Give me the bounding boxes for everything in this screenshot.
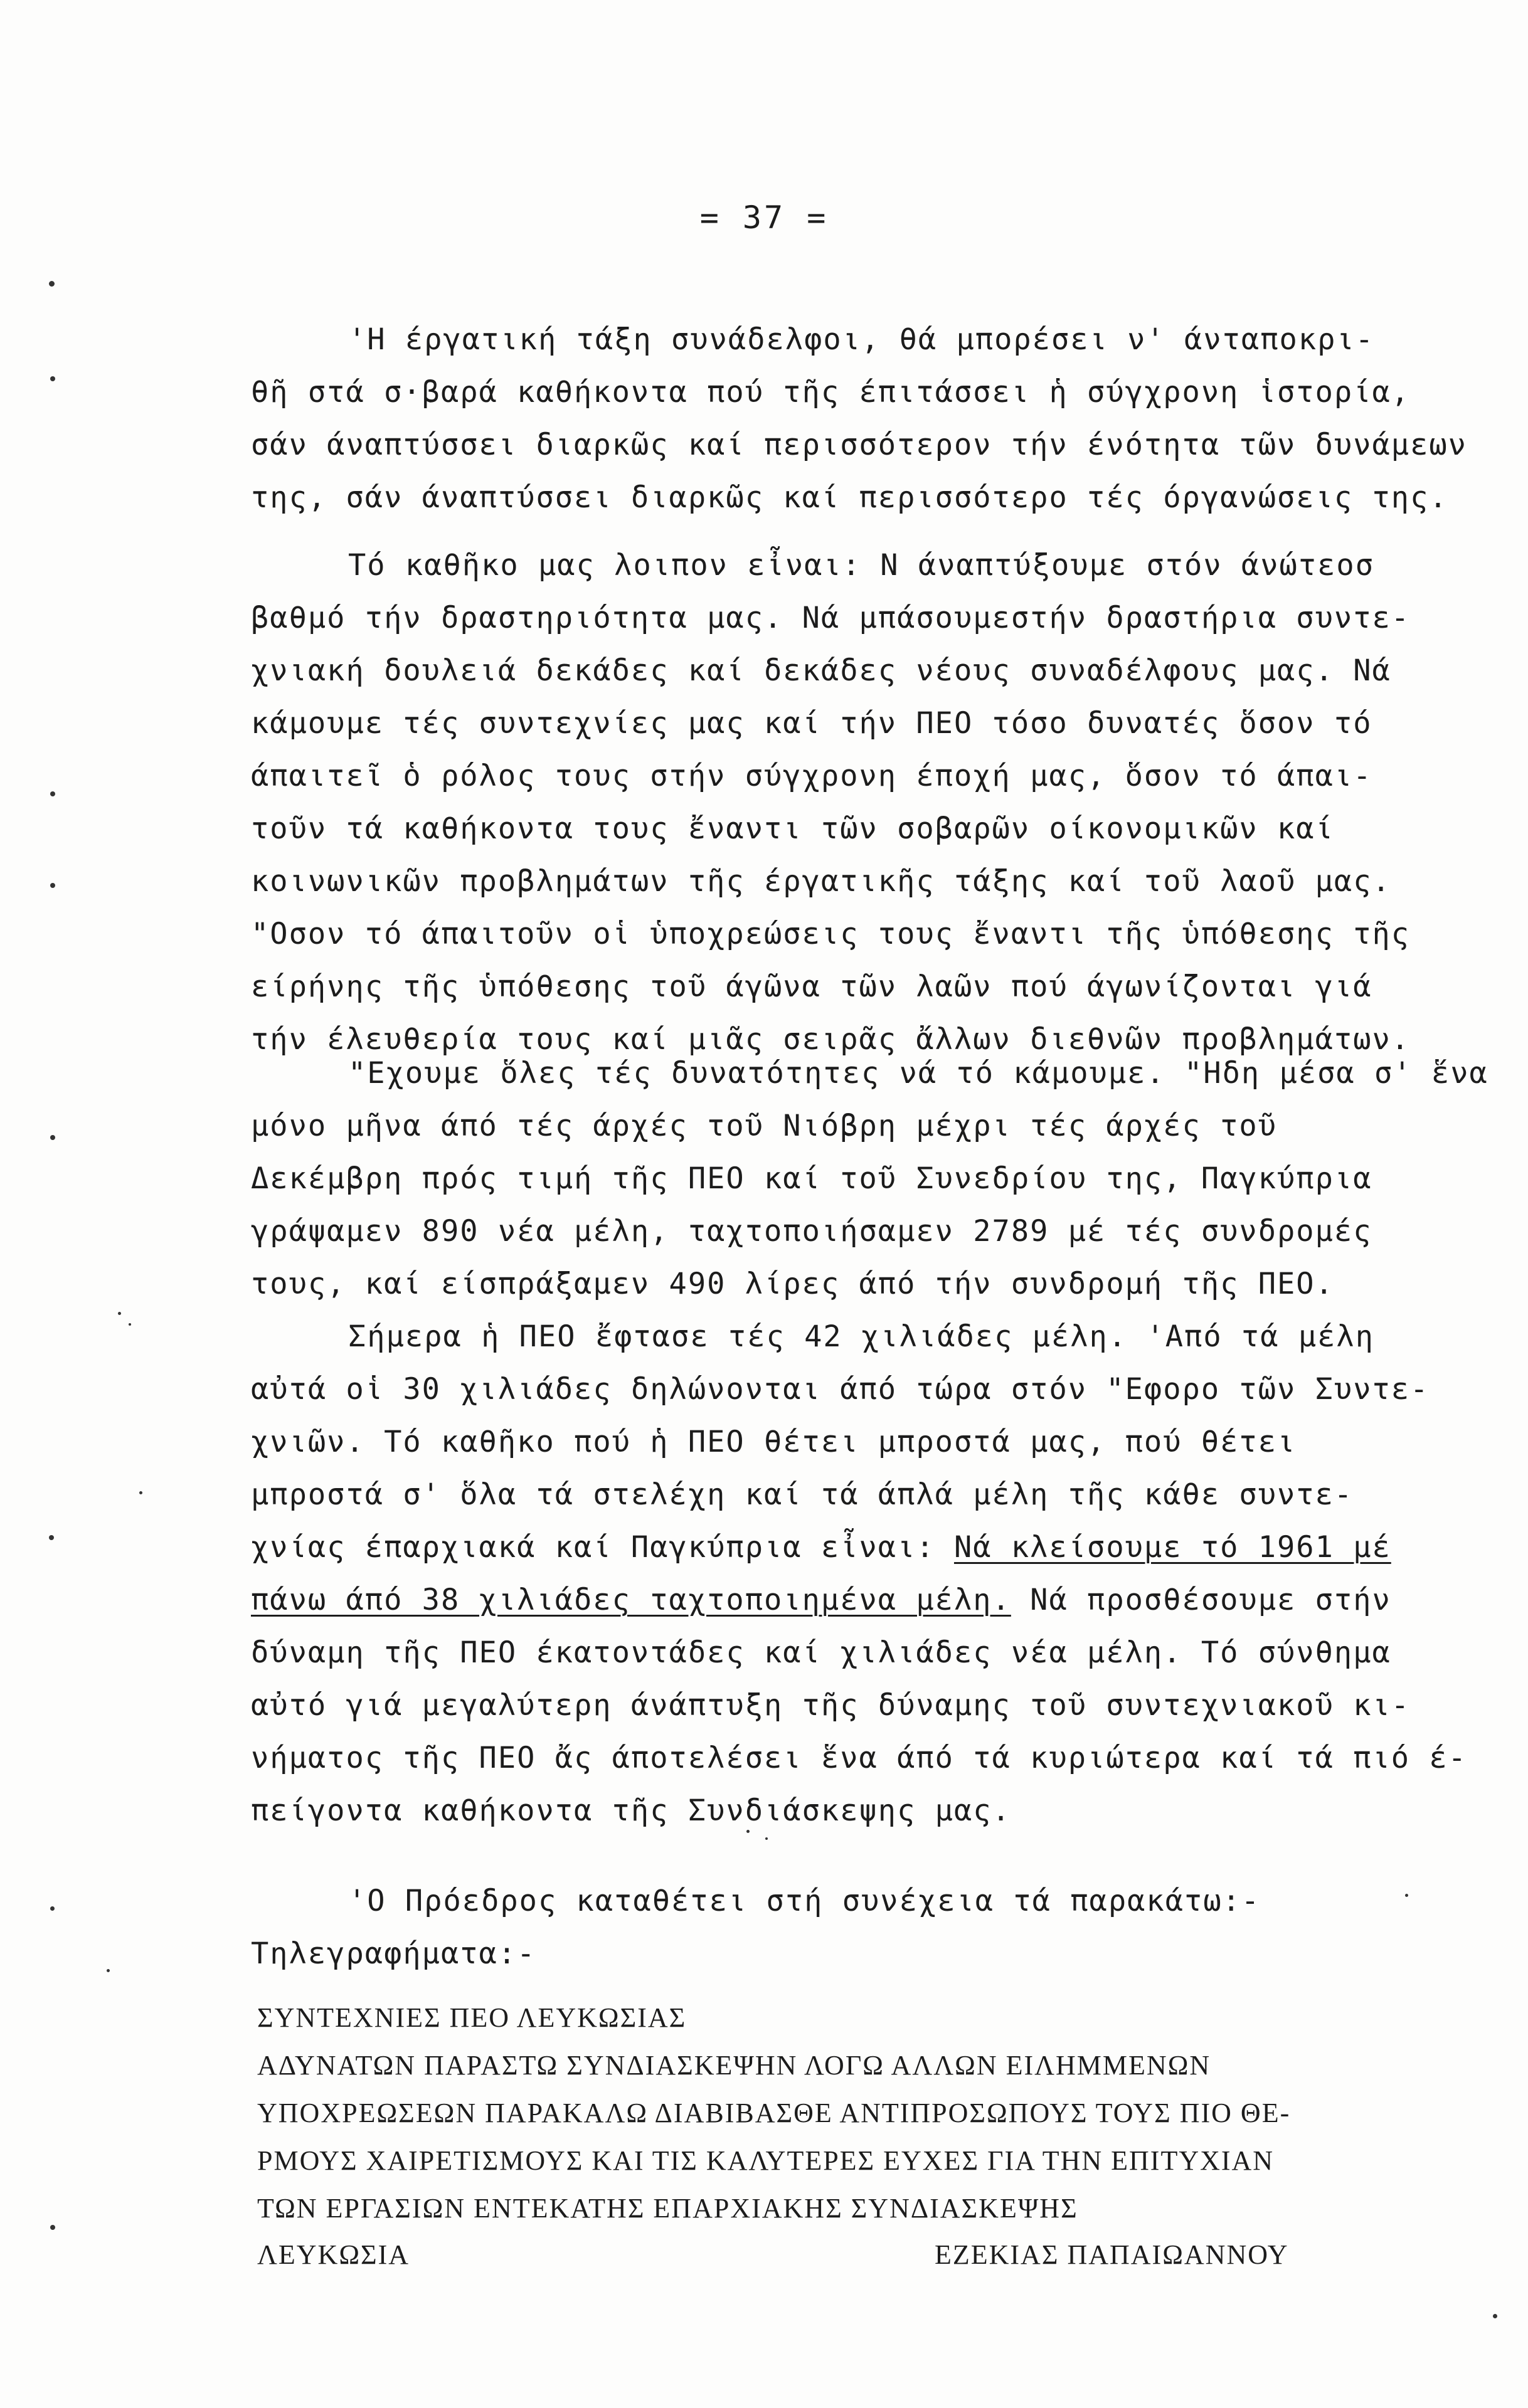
underlined-goal: Νά κλείσουμε τό 1961 μέ xyxy=(953,1530,1391,1565)
text-line: Τό καθῆκο μας λοιπον εἶναι: Ν άναπτύξουμε στόν άνώτεοσ xyxy=(348,548,1375,583)
telegram-block xyxy=(257,1994,1499,2232)
text-fragment: χνίας έπαρχιακά καί Παγκύπρια εἶναι: xyxy=(251,1530,954,1565)
text-fragment: Νά προσθέσουμε στήν xyxy=(1011,1583,1391,1617)
scan-speck xyxy=(49,281,55,287)
scan-speck xyxy=(50,791,55,796)
text-line: βαθμό τήν δραστηριότητα μας. Νά μπάσουμεστήν δραστήρια συντε- xyxy=(251,601,1411,635)
scan-speck xyxy=(50,2225,55,2230)
scan-speck xyxy=(50,376,55,381)
scan-speck xyxy=(765,1837,768,1840)
text-line: δύναμη τῆς ΠΕΟ έκατοντάδες καί χιλιάδες νέα μέλη. Τό σύνθημα xyxy=(251,1635,1391,1670)
text-line: "Εχουμε ὅλες τές δυνατότητες νά τό κάμουμε. "Ηδη μέσα σ' ἕνα xyxy=(348,1056,1488,1090)
underlined-goal: πάνω άπό 38 χιλιάδες ταχτοποιημένα μέλη. xyxy=(251,1583,1011,1617)
text-line xyxy=(251,1574,1493,1627)
paragraph-4 xyxy=(251,1311,1493,1837)
text-line: κάμουμε τές συντεχνίες μας καί τήν ΠΕΟ τόσο δυνατές ὅσον τό xyxy=(251,706,1372,741)
scan-speck xyxy=(49,1535,54,1540)
telegram-line: ΣΥΝΤΕΧΝΙΕΣ ΠΕΟ ΛΕΥΚΩΣΙΑΣ xyxy=(257,2002,687,2033)
telegram-line: ΑΔΥΝΑΤΩΝ ΠΑΡΑΣΤΩ ΣΥΝΔΙΑΣΚΕΨΗΝ ΛΟΓΩ ΑΛΛΩΝ ΕΙΛΗΜΜΕΝΩΝ xyxy=(257,2050,1211,2081)
text-line: άπαιτεῖ ὁ ρόλος τους στήν σύγχρονη έποχή μας, ὅσον τό άπαι- xyxy=(251,759,1372,793)
scan-speck xyxy=(118,1312,121,1315)
paragraph-3 xyxy=(251,1047,1493,1311)
paragraph-2 xyxy=(251,539,1493,1066)
text-line: τοῦν τά καθήκοντα τους ἔναντι τῶν σοβαρῶν οίκονομικῶν καί xyxy=(251,811,1334,846)
text-line: γράψαμεν 890 νέα μέλη, ταχτοποιήσαμεν 2789 μέ τές συνδρομές xyxy=(251,1214,1372,1249)
text-line: αὐτά οἱ 30 χιλιάδες δηλώνονται άπό τώρα στόν "Εφορο τῶν Συντε- xyxy=(251,1372,1430,1407)
scan-speck xyxy=(746,1830,750,1833)
text-line: Δεκέμβρη πρός τιμή τῆς ΠΕΟ καί τοῦ Συνεδρίου της, Παγκύπρια xyxy=(251,1161,1372,1196)
text-line: χνιακή δουλειά δεκάδες καί δεκάδες νέους συναδέλφους μας. Νά xyxy=(251,653,1391,688)
text-line: 'Ο Πρόεδρος καταθέτει στή συνέχεια τά παρακάτω:- xyxy=(348,1884,1261,1918)
scan-speck xyxy=(50,883,55,888)
scan-speck xyxy=(1405,1894,1408,1897)
telegram-signatory: ΕΖΕΚΙΑΣ ΠΑΠΑΙΩΑΝΝΟΥ xyxy=(935,2239,1289,2270)
text-line: θῆ στά σ·βαρά καθήκοντα πού τῆς έπιτάσσει ἡ σύγχρονη ἱστορία, xyxy=(251,375,1411,409)
text-line: νήματος τῆς ΠΕΟ ἄς άποτελέσει ἕνα άπό τά κυριώτερα καί τά πιό έ- xyxy=(251,1741,1467,1775)
paragraph-5 xyxy=(251,1875,1493,1980)
telegram-line: ΥΠΟΧΡΕΩΣΕΩΝ ΠΑΡΑΚΑΛΩ ΔΙΑΒΙΒΑΣΘΕ ΑΝΤΙΠΡΟΣΩΠΟΥΣ ΤΟΥΣ ΠΙΟ ΘΕ- xyxy=(257,2098,1291,2128)
text-line: χνιῶν. Τό καθῆκο πού ἡ ΠΕΟ θέτει μπροστά μας, πού θέτει xyxy=(251,1425,1297,1459)
text-line xyxy=(251,1521,1493,1574)
text-line: της, σάν άναπτύσσει διαρκῶς καί περισσότερο τές όργανώσεις της. xyxy=(251,480,1448,515)
text-line: 'Η έργατική τάξη συνάδελφοι, θά μπορέσει ν' άνταποκρι- xyxy=(348,322,1375,357)
scan-speck xyxy=(129,1323,131,1326)
paragraph-1 xyxy=(251,314,1493,524)
text-line: "Οσον τό άπαιτοῦν οἱ ὑποχρεώσεις τους ἔναντι τῆς ὑπόθεσης τῆς xyxy=(251,917,1411,951)
text-line: είρήνης τῆς ὑπόθεσης τοῦ άγῶνα τῶν λαῶν πού άγωνίζονται γιά xyxy=(251,969,1372,1004)
text-line: Σήμερα ἡ ΠΕΟ ἔφτασε τές 42 χιλιάδες μέλη. 'Από τά μέλη xyxy=(348,1319,1375,1354)
scan-speck xyxy=(50,1906,55,1911)
scan-speck xyxy=(50,1135,55,1140)
text-line: μόνο μῆνα άπό τές άρχές τοῦ Νιόβρη μέχρι τές άρχές τοῦ xyxy=(251,1109,1278,1143)
scan-speck xyxy=(107,1969,110,1972)
text-line: πείγοντα καθήκοντα τῆς Συνδιάσκεψης μας. xyxy=(251,1793,1011,1828)
scan-speck xyxy=(139,1491,142,1494)
page-number: = 37 = xyxy=(699,199,829,236)
telegram-line: ΡΜΟΥΣ ΧΑΙΡΕΤΙΣΜΟΥΣ ΚΑΙ ΤΙΣ ΚΑΛΥΤΕΡΕΣ ΕΥΧΕΣ ΓΙΑ ΤΗΝ ΕΠΙΤΥΧΙΑΝ xyxy=(257,2145,1275,2176)
scan-speck xyxy=(1493,2314,1497,2318)
text-line: σάν άναπτύσσει διαρκῶς καί περισσότερον τήν ένότητα τῶν δυνάμεων xyxy=(251,428,1467,462)
telegram-line: ΤΩΝ ΕΡΓΑΣΙΩΝ ΕΝΤΕΚΑΤΗΣ ΕΠΑΡΧΙΑΚΗΣ ΣΥΝΔΙΑΣΚΕΨΗΣ xyxy=(257,2193,1078,2224)
text-line: μπροστά σ' ὅλα τά στελέχη καί τά άπλά μέλη τῆς κάθε συντε- xyxy=(251,1477,1354,1512)
text-line: κοινωνικῶν προβλημάτων τῆς έργατικῆς τάξης καί τοῦ λαοῦ μας. xyxy=(251,864,1391,899)
telegram-place: ΛΕΥΚΩΣΙΑ xyxy=(257,2239,410,2270)
text-line: τους, καί είσπράξαμεν 490 λίρες άπό τήν συνδρομή τῆς ΠΕΟ. xyxy=(251,1267,1334,1301)
text-line: αὐτό γιά μεγαλύτερη άνάπτυξη τῆς δύναμης τοῦ συντεχνιακοῦ κι- xyxy=(251,1688,1411,1723)
text-line: τήν έλευθερία τους καί μιᾶς σειρᾶς ἄλλων διεθνῶν προβλημάτων. xyxy=(251,1022,1411,1057)
telegrams-heading: Τηλεγραφήματα:- xyxy=(251,1936,536,1971)
